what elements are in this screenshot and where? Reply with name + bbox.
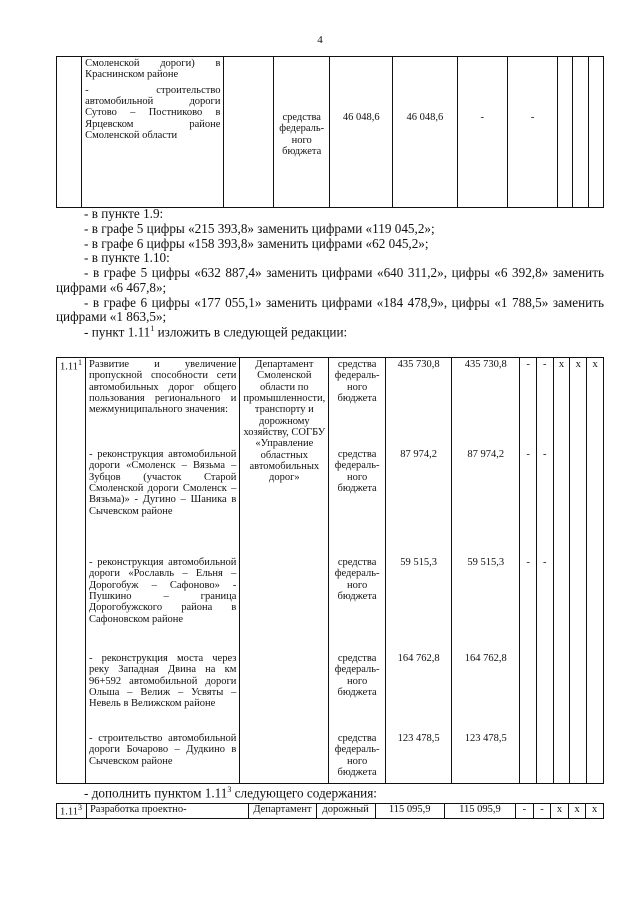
value-text: 87 974,2 <box>467 449 505 460</box>
cell-x <box>586 804 604 819</box>
cell-executor <box>240 358 329 784</box>
page-number: 4 <box>317 34 323 46</box>
value-text: 123 478,5 <box>464 733 507 744</box>
cell-num <box>57 57 82 208</box>
cell-description <box>86 358 240 784</box>
value-text: 164 762,8 <box>397 653 440 664</box>
dash-text: - <box>522 804 527 815</box>
dash-text: - <box>526 557 530 568</box>
source-text: дорожный <box>322 804 369 815</box>
dash-text: - <box>543 359 547 370</box>
cell-description <box>82 57 224 208</box>
text-part: - пункт 1.11 <box>84 324 151 340</box>
description-text: Разработка проектно- <box>89 804 187 815</box>
cell-x <box>551 804 569 819</box>
source-text: средства федераль-ного бюджета <box>334 653 380 698</box>
source-text: средства федераль-ного бюджета <box>334 733 380 778</box>
text-line: - в графе 6 цифры «177 055,1» заменить цифрами «184 478,9», цифры «1 788,5» заменить цифрами «1 863,5»; <box>56 294 604 325</box>
text-line: - в графе 6 цифры «158 393,8» заменить цифрами «62 045,2»; <box>84 235 429 251</box>
cell-num <box>57 358 86 784</box>
text-part: - дополнить пунктом 1.11 <box>84 785 228 801</box>
table-item-1-11-1 <box>56 357 604 784</box>
cell-x <box>587 358 604 784</box>
dash-text: - <box>480 112 485 123</box>
cell-value6 <box>393 57 457 208</box>
superscript: 1 <box>78 358 82 367</box>
cell-num <box>57 804 87 819</box>
cell-values5 <box>386 358 452 784</box>
cell-empty <box>558 57 573 208</box>
description-line: - реконструкция моста через реку Западная Двина на км 96+592 автомобильной дороги Ольша – Велиж – Усвяты – Невель в Велижском районе <box>89 653 237 710</box>
cell-dash <box>520 358 537 784</box>
value-text: 164 762,8 <box>464 653 507 664</box>
superscript: 3 <box>78 803 82 812</box>
cell-x <box>568 804 586 819</box>
value-text: 59 515,3 <box>467 557 505 568</box>
description-line: - строительство автомобильной дороги Бочарово – Дудкино в Сычевском районе <box>89 733 237 767</box>
cell-value6 <box>444 804 515 819</box>
dash-text: - <box>540 804 544 815</box>
value5-text: 46 048,6 <box>342 112 380 123</box>
cell-sources <box>329 358 386 784</box>
value-text: 435 730,8 <box>464 359 507 370</box>
cell-empty <box>573 57 588 208</box>
table-row <box>57 804 604 819</box>
cell-x <box>553 358 570 784</box>
cell-values6 <box>452 358 520 784</box>
description-line: Развитие и увеличение пропускной способности сети автомобильных дорог общего пользования регионального и межмуниципального значения: <box>89 359 237 416</box>
text-line <box>56 325 604 340</box>
cell-source <box>316 804 375 819</box>
source-text: средства федераль-ного бюджета <box>334 359 380 404</box>
dash-text: - <box>530 112 535 123</box>
cell-value5 <box>375 804 444 819</box>
table-continuation <box>56 56 604 208</box>
executor-text: Департамент <box>253 804 312 815</box>
executor-text: Департамент Смоленской области по промышленности, транспорту и дорожному хозяйству, СОГБУ «Управление областных автомобильных дорог» <box>243 359 326 484</box>
source-text: средства федераль-ного бюджета <box>334 449 380 494</box>
value-text: 87 974,2 <box>400 449 437 460</box>
x-mark: x <box>575 359 581 370</box>
superscript: 3 <box>227 785 232 794</box>
table-item-1-11-3 <box>56 803 604 819</box>
dash-text: - <box>543 557 547 568</box>
text-part: следующего содержания: <box>231 785 377 801</box>
source-text: средства федераль-ного бюджета <box>334 557 380 602</box>
cell-dash1 <box>457 57 507 208</box>
x-mark: x <box>592 804 598 815</box>
cell-empty <box>588 57 603 208</box>
text-line: - в пункте 1.10: <box>84 250 170 266</box>
x-mark: x <box>592 359 598 370</box>
value-text: 435 730,8 <box>397 359 440 370</box>
cell-x <box>570 358 587 784</box>
text-line: - в пункте 1.9: <box>84 206 164 221</box>
amendment-text-2 <box>56 786 604 801</box>
cell-description <box>86 804 248 819</box>
description-line: - реконструкция автомобильной дороги «Смоленск – Вязьма – Зубцов (участок Старой Смоленской дороги Смоленск – Вязьма)» - Дугино – Шаника в Сычевском районе <box>89 449 237 517</box>
dash-text: - <box>543 449 547 460</box>
text-line: - в графе 5 цифры «215 393,8» заменить цифрами «119 045,2»; <box>84 220 435 236</box>
cell-dash <box>533 804 551 819</box>
table-row <box>57 57 604 208</box>
value-text: 123 478,5 <box>397 733 440 744</box>
source-text: средства федераль-ного бюджета <box>279 112 325 157</box>
superscript: 1 <box>150 324 155 334</box>
dash-text: - <box>526 359 530 370</box>
dash-text: - <box>526 449 530 460</box>
table-row <box>57 358 604 784</box>
cell-dash <box>536 358 553 784</box>
description-line: Смоленской дороги) в Краснинском районе <box>85 58 221 81</box>
x-mark: x <box>558 359 565 370</box>
amendment-text <box>56 207 604 340</box>
x-mark: x <box>556 804 563 815</box>
value-text: 59 515,3 <box>400 557 437 568</box>
x-mark: x <box>574 804 580 815</box>
item-number: 1.11 <box>60 806 78 818</box>
cell-value5 <box>330 57 393 208</box>
value6-text: 46 048,6 <box>406 112 444 123</box>
value-text: 115 095,9 <box>459 804 501 815</box>
text-line <box>56 786 604 801</box>
cell-dash2 <box>507 57 557 208</box>
text-part: изложить в следующей редакции: <box>154 324 348 340</box>
cell-executor <box>249 804 316 819</box>
cell-executor <box>224 57 274 208</box>
value-text: 115 095,9 <box>388 804 431 815</box>
description-line: - строительство автомобильной дороги Сутово – Постниково в Ярцевском районе Смоленской области <box>85 84 221 141</box>
cell-source <box>274 57 330 208</box>
description-line: - реконструкция автомобильной дороги «Рославль – Ельня – Дорогобуж – Сафоново» - Пушкино – граница Дорогобужского района в Сафоновском районе <box>89 557 237 625</box>
cell-dash <box>516 804 534 819</box>
text-line: - в графе 5 цифры «632 887,4» заменить цифрами «640 311,2», цифры «6 392,8» заменить цифрами «6 467,8»; <box>56 265 604 295</box>
item-number: 1.11 <box>60 361 78 373</box>
